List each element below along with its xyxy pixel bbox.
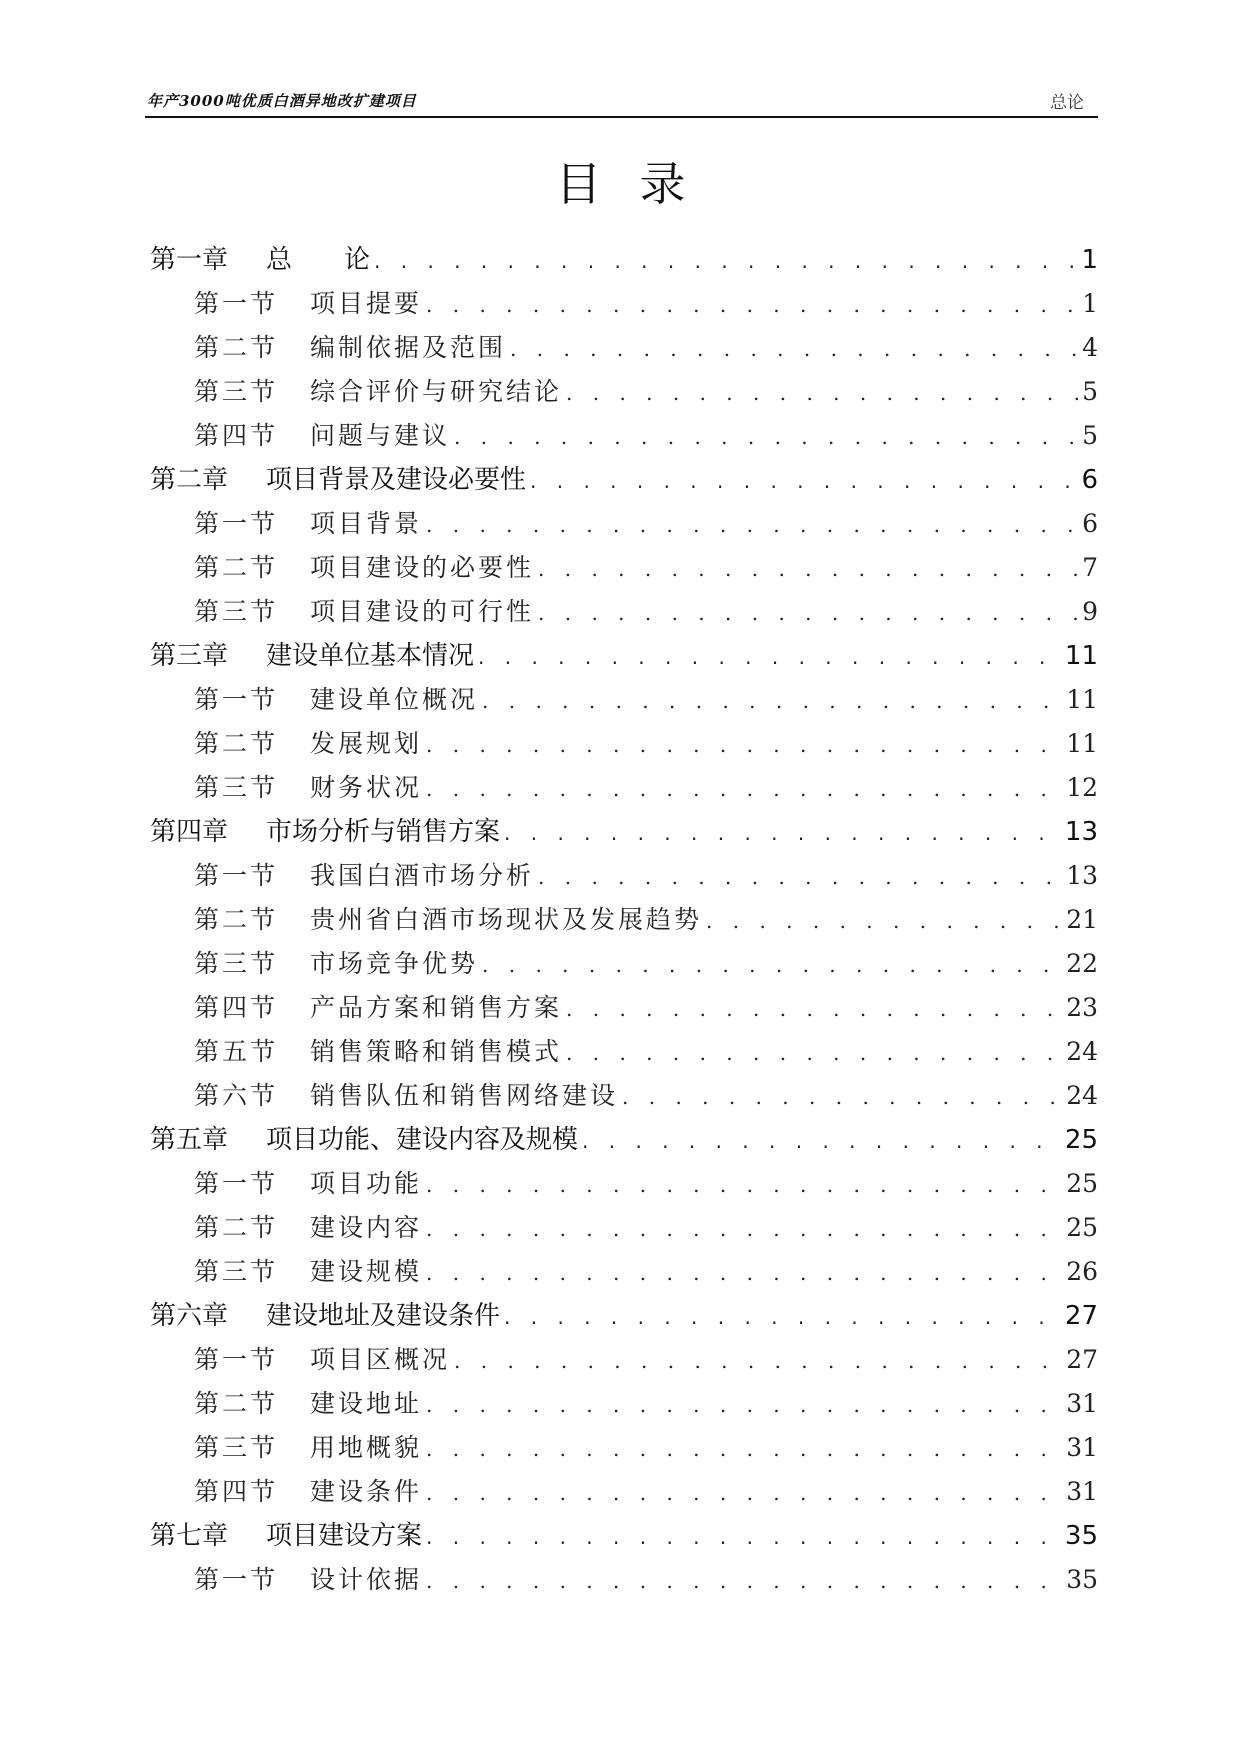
toc-page-number: 25	[1066, 1213, 1098, 1242]
toc-entry-title: 项目建设的必要性	[310, 553, 535, 582]
dot-leader	[566, 987, 1062, 1031]
toc-page-number: 21	[1066, 905, 1098, 934]
toc-section-entry[interactable]	[150, 678, 1098, 722]
toc-page-number: 6	[1081, 465, 1098, 495]
dot-leader	[426, 1427, 1062, 1471]
toc-page-number: 6	[1082, 509, 1098, 538]
toc-entry-number: 第三节	[194, 1257, 279, 1286]
dot-leader	[426, 1515, 1061, 1559]
toc-page-number: 13	[1064, 817, 1098, 847]
toc-entry-number: 第二节	[194, 1213, 279, 1242]
toc-chapter-entry[interactable]	[150, 458, 1098, 502]
toc-entry-title: 发展规划	[310, 729, 423, 758]
toc-entry-number: 第三章	[150, 641, 229, 671]
table-of-contents	[150, 238, 1098, 1602]
toc-page-number: 12	[1066, 773, 1098, 802]
dot-leader	[566, 1031, 1062, 1075]
page-header	[145, 86, 1098, 118]
toc-entry-number: 第一节	[194, 1565, 279, 1594]
dot-leader	[426, 723, 1062, 767]
toc-entry-title: 项目背景	[310, 509, 423, 538]
page-title: 目录	[555, 157, 724, 211]
toc-section-entry[interactable]	[150, 546, 1098, 590]
toc-entry-title: 用地概貌	[310, 1433, 423, 1462]
toc-entry-number: 第四节	[194, 993, 279, 1022]
toc-entry-number: 第一节	[194, 861, 279, 890]
toc-chapter-entry[interactable]	[150, 810, 1098, 854]
toc-chapter-entry[interactable]	[150, 634, 1098, 678]
toc-entry-title: 建设单位概况	[310, 685, 479, 714]
dot-leader	[426, 1207, 1062, 1251]
toc-entry-title: 产品方案和销售方案	[310, 993, 563, 1022]
toc-section-entry[interactable]	[150, 854, 1098, 898]
toc-chapter-entry[interactable]	[150, 1514, 1098, 1558]
toc-page-number: 31	[1066, 1389, 1098, 1418]
toc-entry-title: 销售策略和销售模式	[310, 1037, 563, 1066]
toc-entry-title: 总 论	[266, 245, 371, 275]
toc-entry-number: 第一节	[194, 1169, 279, 1198]
toc-page-number: 24	[1066, 1037, 1098, 1066]
toc-entry-title: 项目功能	[310, 1169, 423, 1198]
dot-leader	[426, 1559, 1062, 1603]
dot-leader	[426, 1383, 1062, 1427]
toc-entry-number: 第二节	[194, 553, 279, 582]
toc-section-entry[interactable]	[150, 766, 1098, 810]
toc-page-number: 4	[1082, 333, 1098, 362]
toc-entry-number: 第一节	[194, 685, 279, 714]
dot-leader	[426, 1163, 1062, 1207]
toc-page-number: 1	[1081, 245, 1098, 275]
toc-section-entry[interactable]	[150, 1426, 1098, 1470]
toc-chapter-entry[interactable]	[150, 238, 1098, 282]
toc-page-number: 13	[1066, 861, 1098, 890]
toc-entry-title: 贵州省白酒市场现状及发展趋势	[310, 905, 703, 934]
toc-section-entry[interactable]	[150, 1558, 1098, 1602]
toc-section-entry[interactable]	[150, 282, 1098, 326]
toc-entry-title: 项目区概况	[310, 1345, 451, 1374]
dot-leader	[454, 1339, 1062, 1383]
dot-leader	[530, 459, 1077, 503]
dot-leader	[538, 855, 1062, 899]
toc-entry-number: 第三节	[194, 1433, 279, 1462]
toc-entry-title: 项目功能、建设内容及规模	[266, 1125, 579, 1155]
toc-page-number: 27	[1064, 1301, 1098, 1331]
dot-leader	[482, 943, 1062, 987]
toc-page-number: 11	[1064, 641, 1098, 671]
toc-section-entry[interactable]	[150, 1206, 1098, 1250]
toc-page-number: 35	[1066, 1565, 1098, 1594]
toc-entry-number: 第二节	[194, 905, 279, 934]
toc-page-number: 22	[1066, 949, 1098, 978]
dot-leader	[538, 547, 1078, 591]
toc-section-entry[interactable]	[150, 1250, 1098, 1294]
toc-section-entry[interactable]	[150, 414, 1098, 458]
dot-leader	[622, 1075, 1062, 1119]
toc-page-number: 24	[1066, 1081, 1098, 1110]
toc-entry-number: 第二节	[194, 729, 279, 758]
toc-entry-title: 我国白酒市场分析	[310, 861, 535, 890]
toc-entry-title: 建设条件	[310, 1477, 423, 1506]
dot-leader	[478, 635, 1061, 679]
toc-page-number: 1	[1082, 289, 1098, 318]
toc-section-entry[interactable]	[150, 590, 1098, 634]
toc-entry-title: 建设地址及建设条件	[266, 1301, 501, 1331]
toc-section-entry[interactable]	[150, 1338, 1098, 1382]
toc-page-number: 9	[1082, 597, 1098, 626]
toc-entry-number: 第一节	[194, 289, 279, 318]
toc-page-number: 27	[1066, 1345, 1098, 1374]
toc-entry-title: 建设规模	[310, 1257, 423, 1286]
dot-leader	[426, 1471, 1062, 1515]
toc-entry-title: 建设地址	[310, 1389, 423, 1418]
toc-entry-number: 第三节	[194, 597, 279, 626]
toc-page-number: 11	[1066, 685, 1098, 714]
dot-leader	[504, 811, 1061, 855]
toc-entry-number: 第六节	[194, 1081, 279, 1110]
toc-entry-title: 建设单位基本情况	[266, 641, 475, 671]
dot-leader	[504, 1295, 1061, 1339]
toc-section-entry[interactable]	[150, 326, 1098, 370]
toc-entry-number: 第六章	[150, 1301, 229, 1331]
toc-entry-number: 第五节	[194, 1037, 279, 1066]
dot-leader	[510, 327, 1078, 371]
dot-leader	[706, 899, 1062, 943]
toc-entry-title: 建设内容	[310, 1213, 423, 1242]
toc-page-number: 23	[1066, 993, 1098, 1022]
toc-chapter-entry[interactable]	[150, 1118, 1098, 1162]
toc-page-number: 35	[1064, 1521, 1098, 1551]
toc-section-entry[interactable]	[150, 942, 1098, 986]
header-section-name: 总论	[1050, 93, 1084, 112]
toc-entry-number: 第一节	[194, 1345, 279, 1374]
toc-entry-title: 市场分析与销售方案	[266, 817, 501, 847]
toc-page-number: 5	[1082, 377, 1098, 406]
dot-leader	[426, 503, 1078, 547]
toc-section-entry[interactable]	[150, 986, 1098, 1030]
dot-leader	[426, 1251, 1062, 1295]
toc-entry-title: 销售队伍和销售网络建设	[310, 1081, 619, 1110]
toc-entry-title: 项目建设方案	[266, 1521, 423, 1551]
toc-entry-number: 第一节	[194, 509, 279, 538]
toc-section-entry[interactable]	[150, 1030, 1098, 1074]
toc-entry-title: 项目提要	[310, 289, 423, 318]
toc-entry-number: 第二节	[194, 1389, 279, 1418]
toc-page-number: 26	[1066, 1257, 1098, 1286]
dot-leader	[582, 1119, 1061, 1163]
dot-leader	[426, 283, 1078, 327]
toc-section-entry[interactable]	[150, 1382, 1098, 1426]
toc-entry-title: 项目背景及建设必要性	[266, 465, 527, 495]
dot-leader	[482, 679, 1062, 723]
toc-entry-number: 第四章	[150, 817, 229, 847]
toc-entry-title: 市场竞争优势	[310, 949, 479, 978]
toc-entry-number: 第三节	[194, 949, 279, 978]
toc-entry-number: 第三节	[194, 773, 279, 802]
toc-entry-number: 第四节	[194, 421, 279, 450]
toc-section-entry[interactable]	[150, 1470, 1098, 1514]
toc-page-number: 25	[1066, 1169, 1098, 1198]
toc-entry-number: 第四节	[194, 1477, 279, 1506]
toc-entry-number: 第三节	[194, 377, 279, 406]
toc-chapter-entry[interactable]	[150, 1294, 1098, 1338]
toc-page-number: 11	[1066, 729, 1098, 758]
toc-section-entry[interactable]	[150, 502, 1098, 546]
toc-entry-title: 项目建设的可行性	[310, 597, 535, 626]
toc-section-entry[interactable]	[150, 1162, 1098, 1206]
dot-leader	[538, 591, 1078, 635]
toc-section-entry[interactable]	[150, 370, 1098, 414]
toc-entry-title: 问题与建议	[310, 421, 451, 450]
header-project-title: 年产3000吨优质白酒异地改扩建项目	[147, 92, 417, 110]
toc-entry-title: 编制依据及范围	[310, 333, 507, 362]
toc-section-entry[interactable]	[150, 898, 1098, 942]
toc-page-number: 5	[1082, 421, 1098, 450]
toc-section-entry[interactable]	[150, 1074, 1098, 1118]
toc-entry-number: 第七章	[150, 1521, 229, 1551]
toc-page-number: 31	[1066, 1477, 1098, 1506]
toc-page-number: 31	[1066, 1433, 1098, 1462]
toc-entry-number: 第二节	[194, 333, 279, 362]
toc-page-number: 7	[1082, 553, 1098, 582]
dot-leader	[426, 767, 1062, 811]
dot-leader	[454, 415, 1078, 459]
toc-entry-number: 第二章	[150, 465, 229, 495]
toc-entry-number: 第一章	[150, 245, 229, 275]
toc-entry-title: 综合评价与研究结论	[310, 377, 563, 406]
toc-section-entry[interactable]	[150, 722, 1098, 766]
toc-page-number: 25	[1064, 1125, 1098, 1155]
toc-entry-title: 财务状况	[310, 773, 423, 802]
toc-entry-title: 设计依据	[310, 1565, 423, 1594]
toc-entry-number: 第五章	[150, 1125, 229, 1155]
dot-leader	[566, 371, 1078, 415]
dot-leader	[374, 239, 1077, 283]
